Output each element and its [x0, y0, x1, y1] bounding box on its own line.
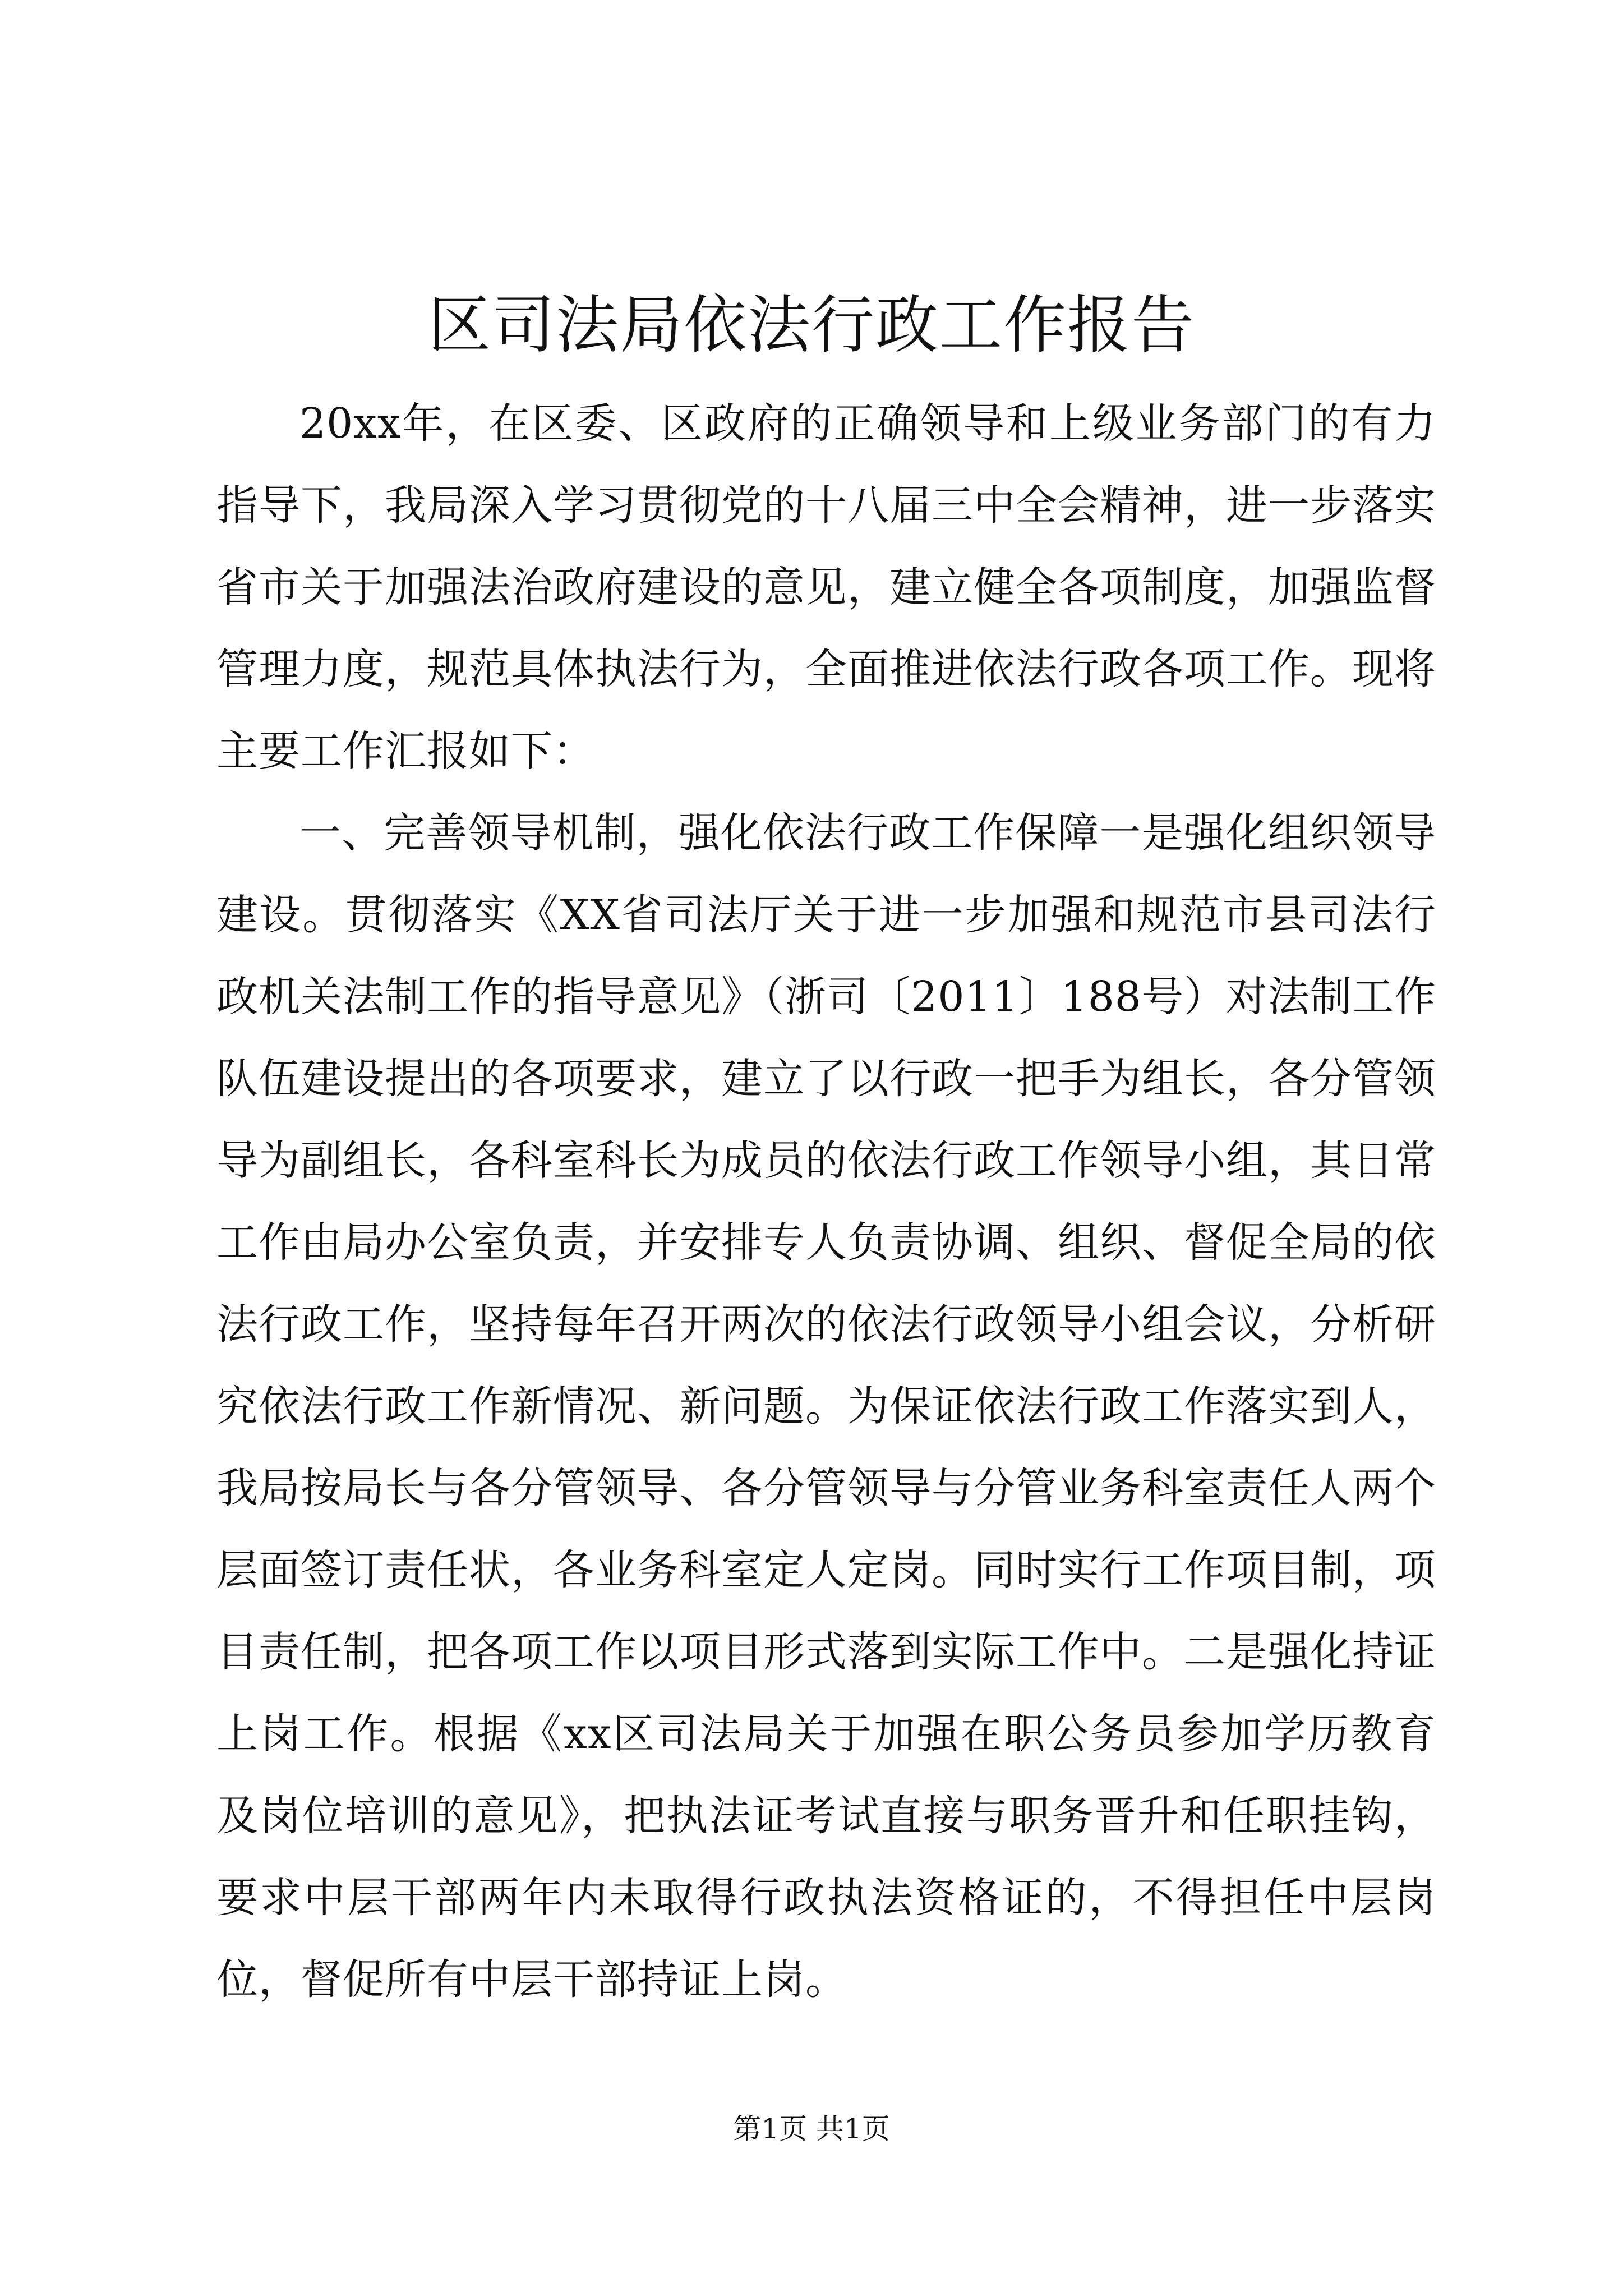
document-body — [216, 383, 1436, 2021]
page-footer: 第1页 共1页 — [733, 2113, 890, 2145]
paragraph-intro: 20xx年，在区委、区政府的正确领导和上级业务部门的有力指导下，我局深入学习贯彻党的十八届三中全会精神，进一步落实省市关于加强法治政府建设的意见，建立健全各项制度，加强监督管理力度，规范具体执法行为，全面推进依法行政各项工作。现将主要工作汇报如下： — [216, 399, 1436, 775]
document-title: 区司法局依法行政工作报告 — [428, 289, 1195, 362]
paragraph-section-one: 一、完善领导机制，强化依法行政工作保障一是强化组织领导建设。贯彻落实《XX省司法厅关于进一步加强和规范市县司法行政机关法制工作的指导意见》（浙司〔2011〕188号）对法制工作队伍建设提出的各项要求，建立了以行政一把手为组长，各分管领导为副组长，各科室科长为成员的依法行政工作领导小组，其日常工作由局办公室负责，并安排专人负责协调、组织、督促全局的依法行政工作，坚持每年召开两次的依法行政领导小组会议，分析研究依法行政工作新情况、新问题。为保证依法行政工作落实到人，我局按局长与各分管领导、各分管领导与分管业务科室责任人两个层面签订责任状，各业务科室定人定岗。同时实行工作项目制，项目责任制，把各项工作以项目形式落到实际工作中。二是强化持证上岗工作。根据《xx区司法局关于加强在职公务员参加学历教育及岗位培训的意见》，把执法证考试直接与职务晋升和任职挂钩，要求中层干部两年内未取得行政执法资格证的，不得担任中层岗位，督促所有中层干部持证上岗。 — [216, 809, 1436, 2004]
